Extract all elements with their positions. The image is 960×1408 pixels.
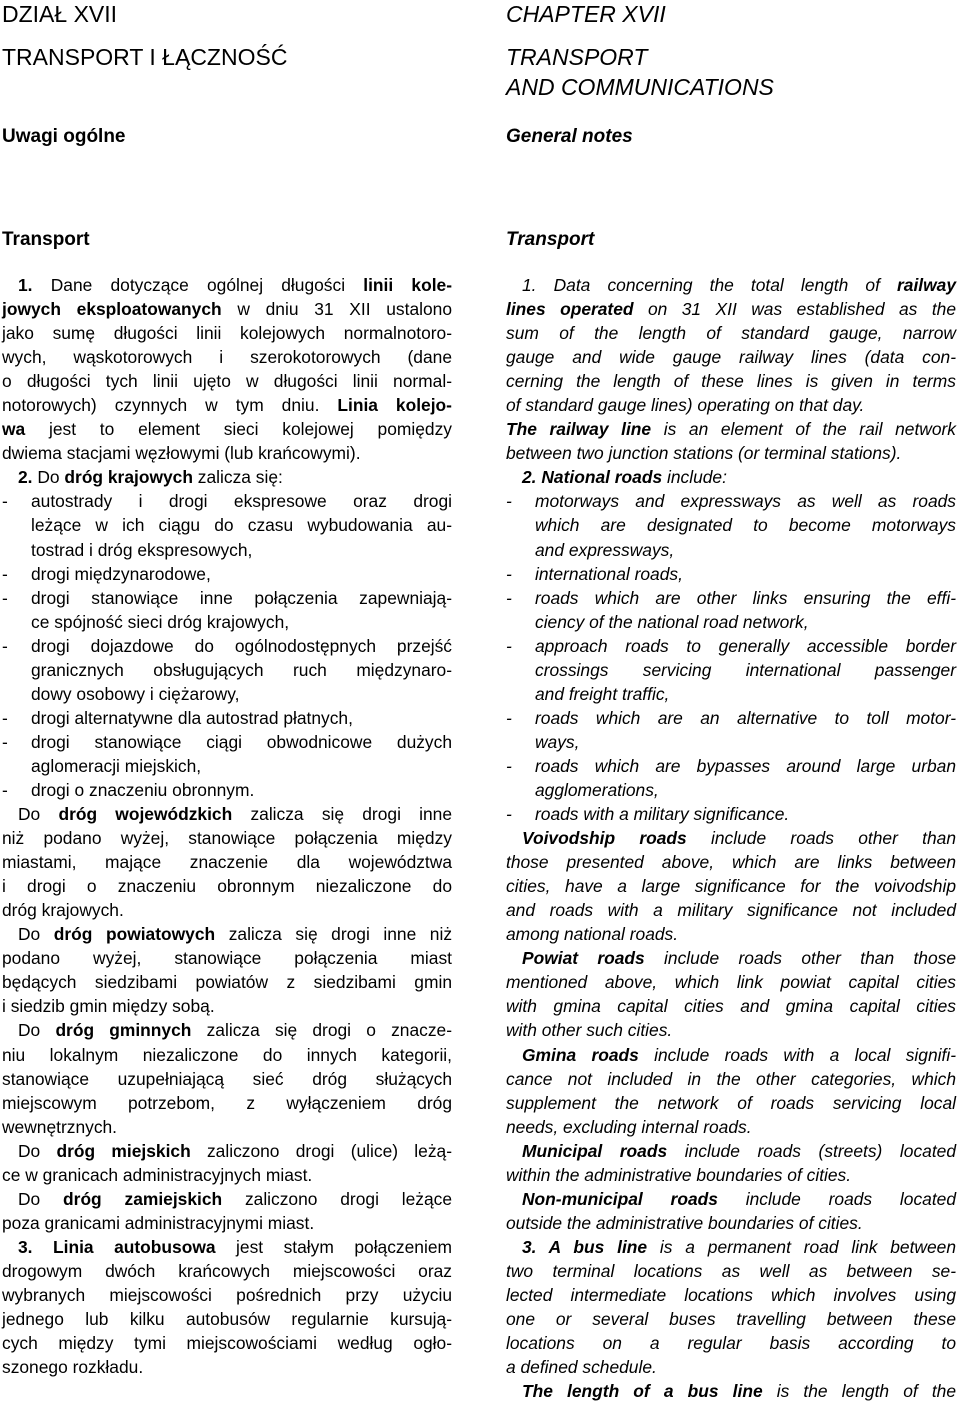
list-item-cont: and freight traffic, bbox=[535, 683, 670, 704]
chapter-title-line2: AND COMMUNICATIONS bbox=[506, 74, 774, 100]
municipal-roads: Municipal roads include roads (streets) located bbox=[522, 1140, 956, 1161]
text-line: będących siedzibami powiatów z siedzibami gmin bbox=[2, 972, 452, 993]
list-item: - international roads, bbox=[506, 563, 683, 584]
notes-heading: Uwagi ogólne bbox=[2, 126, 126, 147]
p1-line: cerning the length of these lines is given in terms bbox=[506, 371, 956, 392]
text-line: lected intermediate locations which involves using bbox=[506, 1284, 956, 1305]
transport-subheading: Transport bbox=[2, 229, 90, 250]
text-line: drogowym dwóch krańcowych miejscowości oraz bbox=[2, 1260, 452, 1281]
gmina-roads: Gmina roads include roads with a local signifi- bbox=[522, 1044, 956, 1065]
list-item-cont: ce spójność sieci dróg krajowych, bbox=[31, 611, 290, 632]
text-line: podano wyżej, stanowiące połączenia miast bbox=[2, 948, 452, 969]
text-line: cych między tymi miejscowościami według ogło- bbox=[2, 1333, 452, 1354]
text-line: niż podano wyżej, stanowiące połączenia między bbox=[2, 828, 452, 849]
list-item: - roads which are other links ensuring the effi- bbox=[506, 587, 956, 608]
p1-line: jako sumę długości linii kolejowych normalnotoro- bbox=[2, 323, 452, 344]
text-line: niu lokalnym niezaliczone do innych kategorii, bbox=[2, 1044, 452, 1065]
text-line: locations on a regular basis according to bbox=[506, 1333, 956, 1354]
section-number: DZIAŁ XVII bbox=[2, 1, 118, 27]
text-line: and roads with a military significance not included bbox=[506, 900, 956, 921]
text-line: needs, excluding internal roads. bbox=[506, 1116, 752, 1137]
text-line: mentioned above, which link powiat capital cities bbox=[506, 972, 956, 993]
national-road-list bbox=[2, 489, 452, 802]
text-line: dróg krajowych. bbox=[2, 900, 124, 921]
chapter-title: TRANSPORT I ŁĄCZNOŚĆ bbox=[2, 44, 288, 70]
voivodship-roads: Voivodship roads include roads other than bbox=[522, 828, 956, 849]
text-line: ce w granicach administracyjnych miast. bbox=[2, 1164, 313, 1185]
non-municipal-roads: Non-municipal roads include roads located bbox=[522, 1188, 956, 1209]
text-line: with other such cities. bbox=[506, 1020, 673, 1041]
list-item-cont: and expressways, bbox=[535, 539, 675, 560]
powiat-roads: Do dróg powiatowych zalicza się drogi inne niż bbox=[18, 924, 453, 945]
transport-subheading: Transport bbox=[506, 229, 595, 250]
text-line: szonego rozkładu. bbox=[2, 1357, 144, 1378]
text-line: i drogi o znaczeniu obronnym niezaliczone do bbox=[2, 876, 452, 897]
powiat-roads: Powiat roads include roads other than those bbox=[522, 948, 956, 969]
national-road-list bbox=[506, 489, 956, 826]
chapter-title-line1: TRANSPORT bbox=[506, 44, 648, 70]
p1-line: jowych eksploatowanych w dniu 31 XII ustalono bbox=[2, 299, 453, 320]
text-line: miejscowym potrzebom, z wyłączeniem dróg bbox=[2, 1092, 452, 1113]
list-item: - drogi międzynarodowe, bbox=[2, 563, 211, 584]
p1-line: notorowych) czynnych w tym dniu. Linia kolejo- bbox=[2, 395, 452, 416]
text-line: i siedzib gmin między sobą. bbox=[2, 996, 215, 1017]
text-line: cance not included in the other categories, which bbox=[506, 1068, 956, 1089]
list-item: - drogi alternatywne dla autostrad płatnych, bbox=[2, 707, 353, 728]
list-item-cont: tostrad i dróg ekspresowych, bbox=[31, 539, 253, 560]
polish-body bbox=[2, 273, 452, 1379]
text-line: jednego lub kilku autobusów regularnie kursują- bbox=[2, 1309, 452, 1330]
p1-line: of standard gauge lines) operating on that day. bbox=[506, 395, 865, 416]
bus-line-paragraph: 3. A bus line is a permanent road link between bbox=[522, 1236, 957, 1257]
text-line: a defined schedule. bbox=[506, 1357, 657, 1378]
text-line: one or several buses travelling between these bbox=[506, 1309, 956, 1330]
gmina-roads: Do dróg gminnych zalicza się drogi o znacze- bbox=[18, 1020, 453, 1041]
list-item: - autostrady i drogi ekspresowe oraz drogi bbox=[2, 491, 452, 512]
list-item: - drogi o znaczeniu obronnym. bbox=[2, 779, 255, 800]
list-item-cont: aglomeracji miejskich, bbox=[31, 755, 202, 776]
bus-line-paragraph: 3. Linia autobusowa jest stałym połączeniem bbox=[18, 1236, 452, 1257]
list-item-cont: ciency of the national road network, bbox=[535, 611, 809, 632]
text-line: among national roads. bbox=[506, 924, 679, 945]
p1-line: The railway line is an element of the rail network bbox=[506, 419, 957, 440]
list-item-cont: dowy osobowy i ciężarowy, bbox=[31, 683, 240, 704]
p1-line: dwiema stacjami węzłowymi (lub krańcowymi). bbox=[2, 443, 361, 464]
p1-line: gauge and wide gauge railway lines (data con- bbox=[506, 347, 956, 368]
p1-line: o długości tych linii ujęto w długości linii normal- bbox=[2, 371, 452, 392]
list-item-cont: ways, bbox=[535, 731, 580, 752]
list-item-cont: granicznych obsługujących ruch międzynaro- bbox=[31, 659, 452, 680]
p1-line: 1. Dane dotyczące ogólnej długości linii kole- bbox=[18, 275, 452, 295]
text-line: stanowiące uzupełniającą sieć dróg służących bbox=[2, 1068, 452, 1089]
list-item: - drogi dojazdowe do ogólnodostępnych przejść bbox=[2, 635, 452, 656]
list-item-cont: leżące w ich ciągu do czasu wybudowania au- bbox=[31, 515, 452, 536]
list-item: - drogi stanowiące ciągi obwodnicowe dużych bbox=[2, 731, 452, 752]
p1-line: lines operated on 31 XII was established as the bbox=[506, 299, 956, 320]
p1-line: between two junction stations (or terminal stations). bbox=[506, 443, 902, 464]
text-line: outside the administrative boundaries of cities. bbox=[506, 1212, 863, 1233]
text-line: wybranych miejscowości pośrednich przy użyciu bbox=[2, 1284, 452, 1305]
chapter-number: CHAPTER XVII bbox=[506, 1, 666, 27]
p1-line: wych, wąskotorowych i szerokotorowych (dane bbox=[2, 347, 452, 368]
bus-line-length: The length of a bus line is the length of the bbox=[522, 1381, 956, 1402]
p1-line: wa jest to element sieci kolejowej pomiędzy bbox=[2, 419, 452, 440]
p1-line: 1. Data concerning the total length of railway bbox=[522, 275, 956, 295]
text-line: those presented above, which are links between bbox=[506, 852, 956, 873]
list-item: - drogi stanowiące inne połączenia zapewniają- bbox=[2, 587, 452, 608]
municipal-roads: Do dróg miejskich zaliczono drogi (ulice) leżą- bbox=[18, 1140, 453, 1161]
text-line: poza granicami administracyjnymi miast. bbox=[2, 1212, 315, 1233]
list-item-cont: which are designated to become motorways bbox=[535, 515, 956, 536]
text-line: with gmina capital cities and gmina capital cities bbox=[506, 996, 956, 1017]
voivodship-roads: Do dróg wojewódzkich zalicza się drogi inne bbox=[18, 804, 453, 825]
notes-heading: General notes bbox=[506, 126, 633, 147]
text-line: cities, have a large significance for the voivodship bbox=[506, 876, 956, 897]
p2-intro: 2. Do dróg krajowych zalicza się: bbox=[18, 467, 283, 488]
p2-intro: 2. National roads include: bbox=[522, 467, 727, 488]
list-item-cont: crossings servicing international passenger bbox=[535, 659, 956, 680]
text-line: supplement the network of roads servicing local bbox=[506, 1092, 956, 1113]
english-body bbox=[506, 273, 956, 1403]
text-line: within the administrative boundaries of cities. bbox=[506, 1164, 852, 1185]
text-line: wewnętrznych. bbox=[2, 1116, 118, 1137]
text-line: miastami, mające znaczenie dla województwa bbox=[2, 852, 452, 873]
text-line: two terminal locations as well as between se- bbox=[506, 1260, 956, 1281]
list-item: - roads with a military significance. bbox=[506, 804, 790, 825]
p1-line: sum of the length of standard gauge, narrow bbox=[506, 323, 956, 344]
list-item: - roads which are an alternative to toll motor- bbox=[506, 707, 956, 728]
list-item: - approach roads to generally accessible border bbox=[506, 635, 956, 656]
list-item: - motorways and expressways as well as roads bbox=[506, 491, 956, 512]
list-item: - roads which are bypasses around large urban bbox=[506, 755, 956, 776]
non-municipal-roads: Do dróg zamiejskich zaliczono drogi leżące bbox=[18, 1188, 453, 1209]
list-item-cont: agglomerations, bbox=[535, 779, 659, 800]
